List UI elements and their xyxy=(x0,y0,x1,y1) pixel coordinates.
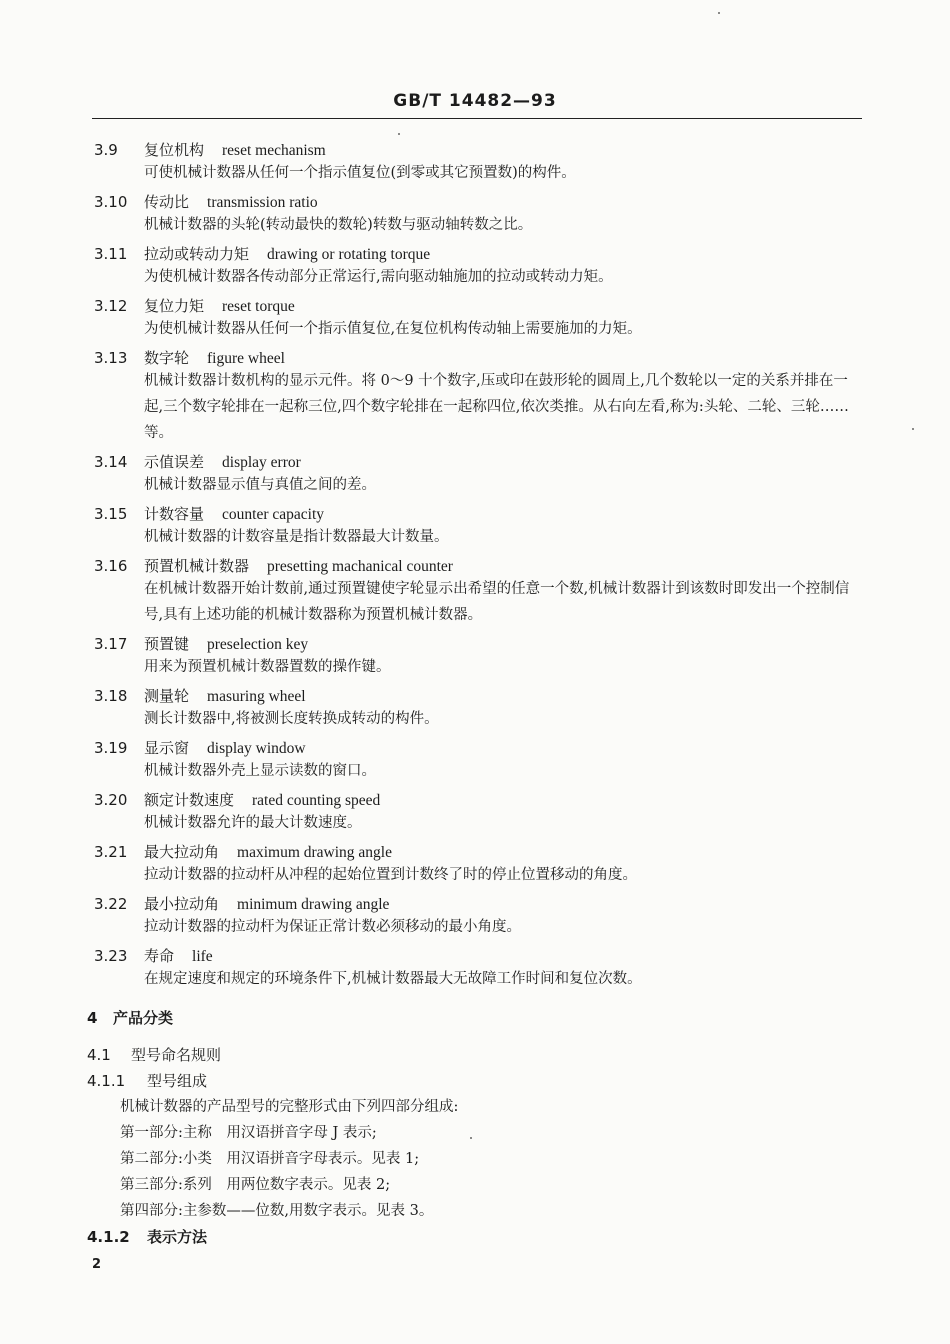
term-definition: 可使机械计数器从任何一个指示值复位(到零或其它预置数)的构件。 xyxy=(144,165,576,181)
term-definition: 为使机械计数器各传动部分正常运行,需向驱动轴施加的拉动或转动力矩。 xyxy=(144,269,613,285)
term-heading xyxy=(94,244,430,265)
term-english: reset torque xyxy=(222,298,295,315)
term-number: 3.14 xyxy=(94,453,128,471)
term-number: 3.19 xyxy=(94,739,128,757)
term-definition: 机械计数器外壳上显示读数的窗口。 xyxy=(144,763,376,779)
section-number: 4 xyxy=(87,1009,98,1027)
term-definition: 为使机械计数器从任何一个指示值复位,在复位机构传动轴上需要施加的力矩。 xyxy=(144,321,642,337)
term-english: presetting machanical counter xyxy=(267,558,453,575)
term-english: figure wheel xyxy=(207,350,285,367)
scan-speck xyxy=(718,12,720,14)
term-english: preselection key xyxy=(207,636,309,653)
term-definition: 在机械计数器开始计数前,通过预置键使字轮显示出希望的任意一个数,机械计数器计到该数时即发出一个控制信号,具有上述功能的机械计数器称为预置机械计数器。 xyxy=(144,581,850,623)
term-english: display error xyxy=(222,454,301,471)
term-definition: 拉动计数器的拉动杆从冲程的起始位置到计数终了时的停止位置移动的角度。 xyxy=(144,867,637,883)
term-heading xyxy=(94,842,392,863)
term-definition: 机械计数器允许的最大计数速度。 xyxy=(144,815,362,831)
term-chinese: 测量轮 xyxy=(144,687,190,705)
section-4-1-2-heading xyxy=(87,1227,207,1247)
term-chinese: 最大拉动角 xyxy=(144,843,220,861)
term-english: maximum drawing angle xyxy=(237,844,392,861)
term-chinese: 最小拉动角 xyxy=(144,895,220,913)
section-title: 产品分类 xyxy=(113,1009,174,1027)
term-heading xyxy=(94,686,306,707)
term-definition: 机械计数器的计数容量是指计数器最大计数量。 xyxy=(144,529,449,545)
term-definition: 机械计数器的头轮(转动最快的数轮)转数与驱动轴转数之比。 xyxy=(144,217,533,233)
standard-number-header: GB/T 14482—93 xyxy=(393,91,557,111)
term-heading xyxy=(94,738,306,759)
term-heading xyxy=(94,634,308,655)
page-number: 2 xyxy=(92,1257,102,1272)
section-number: 4.1.1 xyxy=(87,1072,126,1090)
section-number: 4.1 xyxy=(87,1046,111,1064)
term-number: 3.17 xyxy=(94,635,128,653)
section-4-1-1-heading xyxy=(87,1071,207,1091)
scan-speck xyxy=(470,1137,472,1139)
term-number: 3.10 xyxy=(94,193,128,211)
scan-speck xyxy=(398,133,400,135)
section-title: 表示方法 xyxy=(147,1228,208,1246)
term-heading xyxy=(94,946,213,967)
term-english: display window xyxy=(207,740,306,757)
term-heading xyxy=(94,192,318,213)
term-chinese: 拉动或转动力矩 xyxy=(144,245,250,263)
term-definition: 机械计数器计数机构的显示元件。将 0～9 十个数字,压或印在鼓形轮的圆周上,几个数轮以一定的关系并排在一起,三个数字轮排在一起称三位,四个数字轮排在一起称四位,依次类推。从右向左看,称为:头轮、二轮、三轮……等。 xyxy=(144,373,849,441)
term-chinese: 复位力矩 xyxy=(144,297,205,315)
section-4-heading xyxy=(87,1008,173,1028)
term-number: 3.22 xyxy=(94,895,128,913)
term-english: counter capacity xyxy=(222,506,324,523)
section-4-1-heading xyxy=(87,1045,221,1065)
term-english: drawing or rotating torque xyxy=(267,246,431,263)
term-english: transmission ratio xyxy=(207,194,318,211)
term-heading xyxy=(94,296,295,317)
term-number: 3.15 xyxy=(94,505,128,523)
term-chinese: 传动比 xyxy=(144,193,190,211)
model-intro-text: 机械计数器的产品型号的完整形式由下列四部分组成: xyxy=(120,1099,459,1115)
model-part-4: 第四部分:主参数——位数,用数字表示。见表 3。 xyxy=(120,1203,434,1219)
section-title: 型号命名规则 xyxy=(131,1046,222,1064)
term-heading xyxy=(94,504,324,525)
term-number: 3.20 xyxy=(94,791,128,809)
term-chinese: 预置键 xyxy=(144,635,190,653)
term-definition: 用来为预置机械计数器置数的操作键。 xyxy=(144,659,391,675)
header-rule xyxy=(92,118,862,119)
term-chinese: 寿命 xyxy=(144,947,175,965)
term-chinese: 示值误差 xyxy=(144,453,205,471)
scan-speck xyxy=(912,428,914,430)
term-definition: 测长计数器中,将被测长度转换成转动的构件。 xyxy=(144,711,439,727)
term-number: 3.16 xyxy=(94,557,128,575)
term-heading xyxy=(94,140,326,161)
term-number: 3.13 xyxy=(94,349,128,367)
term-number: 3.12 xyxy=(94,297,128,315)
term-english: minimum drawing angle xyxy=(237,896,390,913)
term-definition: 机械计数器显示值与真值之间的差。 xyxy=(144,477,376,493)
model-part-1: 第一部分:主称 用汉语拼音字母 J 表示; xyxy=(120,1125,377,1141)
model-part-3: 第三部分:系列 用两位数字表示。见表 2; xyxy=(120,1177,391,1193)
term-number: 3.18 xyxy=(94,687,128,705)
term-chinese: 额定计数速度 xyxy=(144,791,235,809)
term-chinese: 计数容量 xyxy=(144,505,205,523)
term-number: 3.9 xyxy=(94,141,118,159)
term-heading xyxy=(94,556,453,577)
term-heading xyxy=(94,894,389,915)
term-number: 3.21 xyxy=(94,843,128,861)
term-english: rated counting speed xyxy=(252,792,381,809)
term-chinese: 显示窗 xyxy=(144,739,190,757)
term-chinese: 预置机械计数器 xyxy=(144,557,250,575)
section-title: 型号组成 xyxy=(147,1072,208,1090)
term-heading xyxy=(94,452,301,473)
term-chinese: 复位机构 xyxy=(144,141,205,159)
term-number: 3.23 xyxy=(94,947,128,965)
term-english: life xyxy=(192,948,213,965)
term-heading xyxy=(94,790,380,811)
term-number: 3.11 xyxy=(94,245,128,263)
term-definition: 在规定速度和规定的环境条件下,机械计数器最大无故障工作时间和复位次数。 xyxy=(144,971,642,987)
section-number: 4.1.2 xyxy=(87,1228,130,1246)
term-heading xyxy=(94,348,285,369)
term-english: reset mechanism xyxy=(222,142,326,159)
term-english: masuring wheel xyxy=(207,688,306,705)
model-part-2: 第二部分:小类 用汉语拼音字母表示。见表 1; xyxy=(120,1151,420,1167)
term-chinese: 数字轮 xyxy=(144,349,190,367)
term-definition: 拉动计数器的拉动杆为保证正常计数必须移动的最小角度。 xyxy=(144,919,521,935)
